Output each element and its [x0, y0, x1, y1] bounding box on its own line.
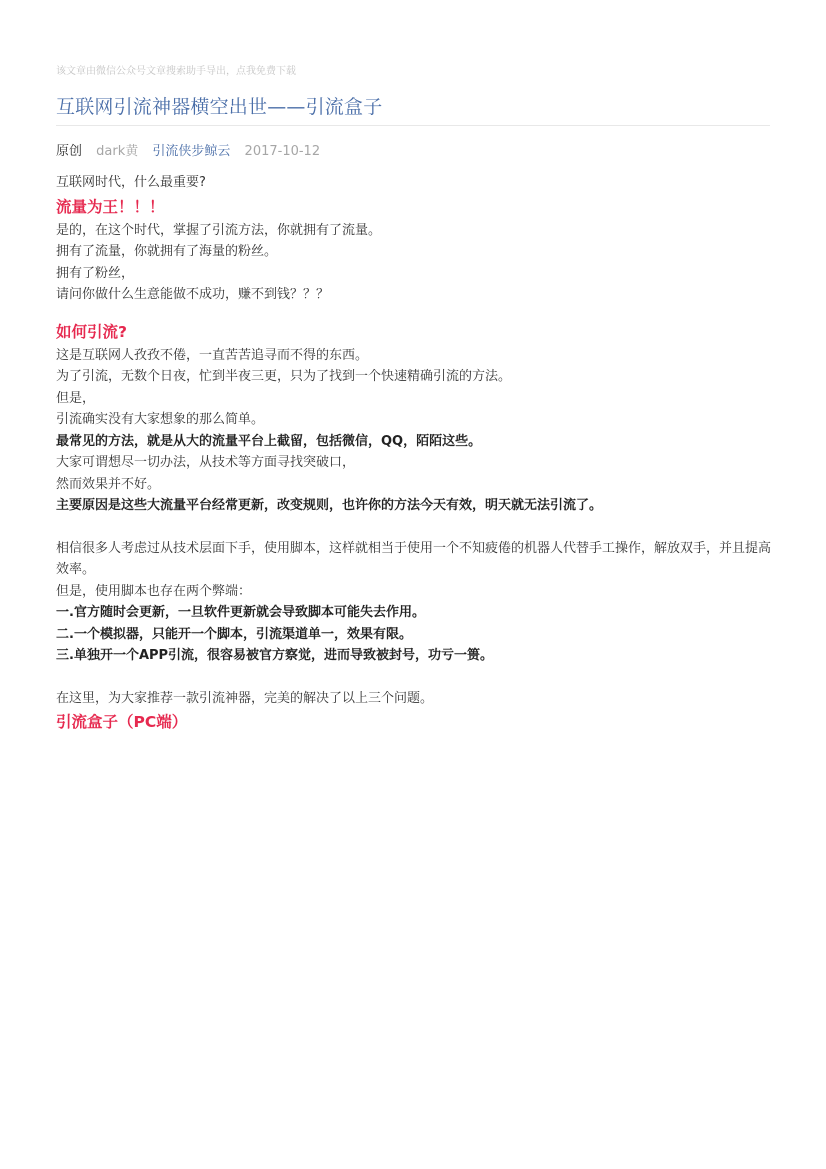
section-heading-traffic-is-king: 流量为王！！！	[56, 197, 165, 216]
paragraph: 引流确实没有大家想象的那么简单。	[56, 412, 265, 427]
bold-paragraph: 主要原因是这些大流量平台经常更新，改变规则，也许你的方法今天有效，明天就无法引流了。	[56, 498, 603, 513]
article-title: 互联网引流神器横空出世——引流盒子	[56, 96, 383, 118]
paragraph: 相信很多人考虑过从技术层面下手，使用脚本，这样就相当于使用一个不知疲倦的机器人代替手工操作，解放双手，并且提高效率。	[56, 540, 772, 577]
paragraph: 然而效果并不好。	[56, 476, 161, 492]
account-link[interactable]: 引流侠步鲸云	[152, 144, 231, 159]
title-divider	[56, 125, 770, 126]
paragraph: 但是，	[56, 390, 96, 406]
bold-paragraph: 三.单独开一个APP引流，很容易被官方察觉，进而导致被封号，功亏一篑。	[56, 648, 494, 663]
author-name: dark黄	[96, 144, 139, 159]
original-tag: 原创	[56, 144, 83, 159]
paragraph: 是的，在这个时代，掌握了引流方法，你就拥有了流量。	[56, 222, 382, 238]
paragraph: 在这里，为大家推荐一款引流神器，完美的解决了以上三个问题。	[56, 690, 434, 706]
paragraph: 大家可谓想尽一切办法，从技术等方面寻找突破口，	[56, 455, 356, 470]
bold-paragraph: 最常见的方法，就是从大的流量平台上截留，包括微信，QQ，陌陌这些。	[56, 433, 482, 449]
paragraph: 为了引流，无数个日夜，忙到半夜三更，只为了找到一个快速精确引流的方法。	[56, 369, 512, 384]
paragraph: 请问你做什么生意能做不成功，赚不到钱？？？	[56, 287, 330, 302]
paragraph: 拥有了流量，你就拥有了海量的粉丝。	[56, 244, 278, 259]
paragraph: 这是互联网人孜孜不倦，一直苦苦追寻而不得的东西。	[56, 347, 369, 363]
article-body	[56, 172, 772, 735]
article-meta	[56, 140, 330, 159]
publish-date: 2017-10-12	[244, 144, 321, 159]
paragraph: 但是，使用脚本也存在两个弊端：	[56, 583, 252, 599]
export-notice-link[interactable]: 该文章由微信公众号文章搜索助手导出，点我免费下载	[56, 66, 296, 77]
paragraph: 互联网时代，什么最重要?	[56, 175, 206, 190]
spacer	[56, 517, 772, 538]
spacer	[56, 667, 772, 688]
spacer	[56, 306, 772, 319]
bold-paragraph: 二.一个模拟器，只能开一个脚本，引流渠道单一，效果有限。	[56, 626, 412, 642]
section-heading-drain-box-pc: 引流盒子（PC端）	[56, 713, 188, 731]
section-heading-how-to-drain: 如何引流?	[56, 322, 127, 341]
bold-paragraph: 一.官方随时会更新，一旦软件更新就会导致脚本可能失去作用。	[56, 605, 425, 620]
paragraph: 拥有了粉丝，	[56, 265, 135, 281]
